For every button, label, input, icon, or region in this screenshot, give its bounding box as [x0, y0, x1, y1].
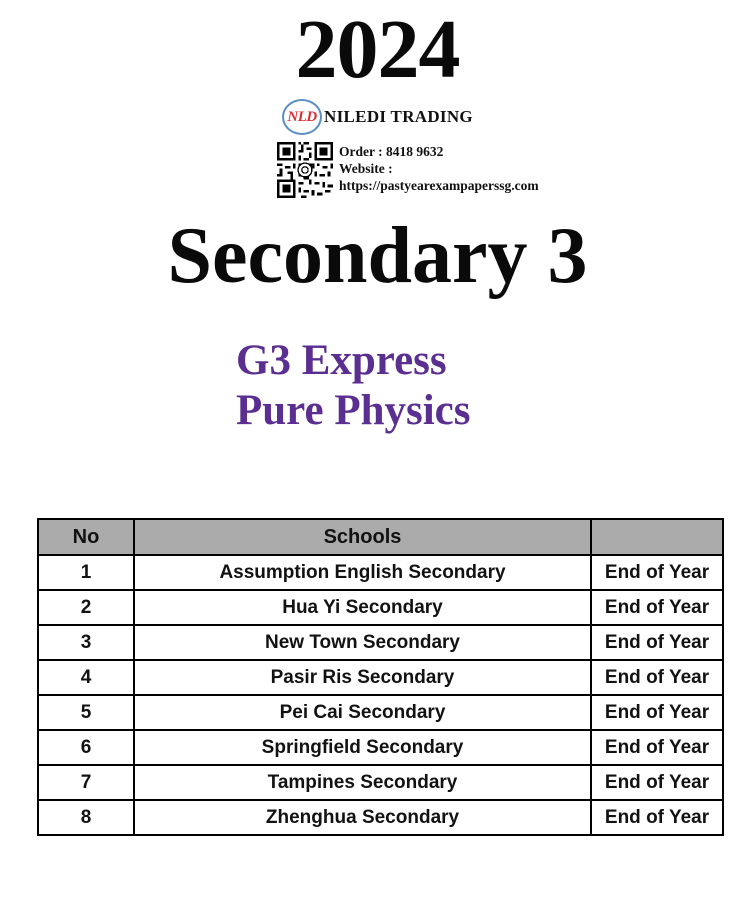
subject-line1: G3 Express: [236, 337, 447, 385]
cell-exam: End of Year: [591, 730, 723, 765]
cell-school: Hua Yi Secondary: [134, 590, 591, 625]
cell-exam: End of Year: [591, 625, 723, 660]
cell-school: Zhenghua Secondary: [134, 800, 591, 835]
cell-school: Springfield Secondary: [134, 730, 591, 765]
subject-title: [236, 336, 755, 436]
table-row: [38, 800, 723, 835]
brand-logo-icon: [282, 99, 322, 135]
table-row: [38, 590, 723, 625]
contact-block: [277, 142, 755, 198]
table-row: [38, 695, 723, 730]
table-row: [38, 555, 723, 590]
table-row: [38, 765, 723, 800]
cell-exam: End of Year: [591, 800, 723, 835]
order-line: Order : 8418 9632: [339, 144, 444, 160]
cell-exam: End of Year: [591, 695, 723, 730]
cell-school: Pasir Ris Secondary: [134, 660, 591, 695]
cell-exam: End of Year: [591, 590, 723, 625]
cell-no: 1: [38, 555, 134, 590]
cell-school: Tampines Secondary: [134, 765, 591, 800]
brand-name: NILEDI TRADING: [324, 107, 473, 127]
cell-no: 7: [38, 765, 134, 800]
cell-no: 2: [38, 590, 134, 625]
header-exam: [591, 519, 723, 555]
cell-exam: End of Year: [591, 555, 723, 590]
table-row: [38, 660, 723, 695]
schools-table: [37, 518, 724, 836]
subject-line2: Pure Physics: [236, 387, 471, 435]
cell-no: 5: [38, 695, 134, 730]
brand-header: [0, 96, 755, 138]
cell-no: 3: [38, 625, 134, 660]
table-row: [38, 730, 723, 765]
level-title: Secondary 3: [167, 212, 588, 301]
cell-exam: End of Year: [591, 765, 723, 800]
year-title: 2024: [295, 3, 460, 96]
header-no: No: [38, 519, 134, 555]
cell-school: New Town Secondary: [134, 625, 591, 660]
header-schools: Schools: [134, 519, 591, 555]
contact-lines: [339, 142, 539, 194]
cell-exam: End of Year: [591, 660, 723, 695]
website-url: https://pastyearexampaperssg.com: [339, 178, 539, 194]
cell-no: 8: [38, 800, 134, 835]
qr-code-icon: [277, 142, 333, 198]
cell-no: 6: [38, 730, 134, 765]
brand-logo-text: NLD: [287, 108, 317, 125]
table-row: [38, 625, 723, 660]
website-label: Website :: [339, 161, 393, 177]
cell-school: Assumption English Secondary: [134, 555, 591, 590]
cell-school: Pei Cai Secondary: [134, 695, 591, 730]
table-header-row: [38, 519, 723, 555]
cell-no: 4: [38, 660, 134, 695]
